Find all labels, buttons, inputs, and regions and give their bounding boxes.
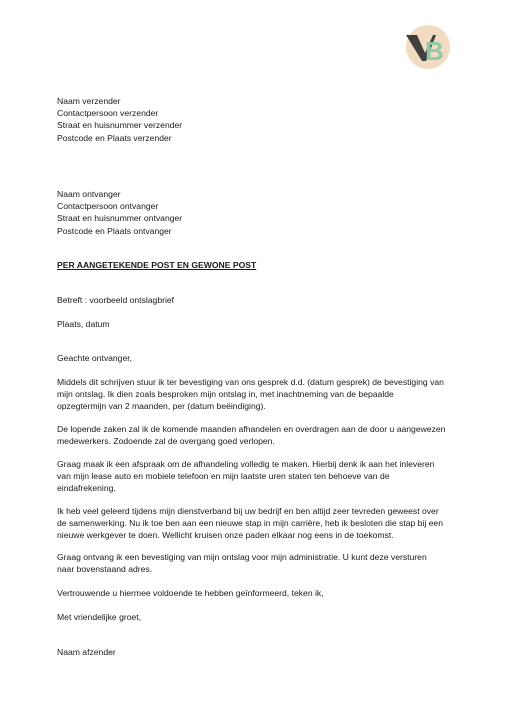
body-paragraph-4 [57, 505, 462, 542]
paragraph-line: Graag ontvang ik een bevestiging van mijn ontslag voor mijn administratie. U kunt deze versturen [57, 552, 427, 562]
recipient-address [57, 188, 457, 237]
delivery-method-heading: PER AANGETEKENDE POST EN GEWONE POST [57, 260, 257, 270]
paragraph-line: medewerkers. Zodoende zal de overgang goed verlopen. [57, 436, 275, 447]
paragraph-line: mijn ontslag. Ik dien zoals besproken mijn ontslag in, met inachtneming van de bepaalde [57, 389, 394, 400]
paragraph-line: Ik heb veel geleerd tijdens mijn dienstverband bij uw bedrijf en ben altijd zeer tevreden geweest over [57, 506, 439, 516]
paragraph-line: Graag maak ik een afspraak om de afhandeling volledig te maken. Hierbij denk ik aan het inleveren [57, 459, 435, 469]
body-paragraph-3 [57, 458, 462, 495]
sender-postcode-city: Postcode en Plaats verzender [57, 132, 172, 143]
paragraph-line: de samenwerking. Nu ik toe ben aan een nieuwe stap in mijn carrière, heb ik besloten die stap bij een [57, 518, 443, 529]
svg-text:B: B [425, 36, 444, 66]
closing-line: Vertrouwende u hiermee voldoende te hebben geïnformeerd, teken ik, [57, 588, 324, 598]
salutation: Geachte ontvanger, [57, 353, 133, 363]
recipient-name: Naam ontvanger [57, 189, 121, 199]
sender-street: Straat en huisnummer verzender [57, 120, 183, 131]
paragraph-line: Middels dit schrijven stuur ik ter bevestiging van ons gesprek d.d. (datum gesprek) de bevestiging van [57, 377, 444, 387]
paragraph-line: nieuwe werkgever te doen. Wellicht kruisen onze paden elkaar nog eens in de toekomst. [57, 530, 394, 541]
recipient-contact: Contactpersoon ontvanger [57, 201, 159, 212]
paragraph-line: van mijn lease auto en mobiele telefoon en mijn laatste uren staten ten behoeve van de [57, 471, 390, 482]
recipient-street: Straat en huisnummer ontvanger [57, 213, 183, 224]
body-paragraph-1 [57, 376, 462, 413]
paragraph-line: naar bovenstaand adres. [57, 564, 153, 575]
body-paragraph-2 [57, 423, 462, 447]
paragraph-line: De lopende zaken zal ik de komende maanden afhandelen en overdragen aan de door u aangewezen [57, 424, 446, 434]
paragraph-line: opzegtermijn van 2 maanden, per (datum beëindiging). [57, 401, 266, 412]
vb-logo-icon [402, 23, 452, 71]
recipient-postcode-city: Postcode en Plaats ontvanger [57, 225, 172, 236]
sender-name: Naam verzender [57, 96, 121, 106]
paragraph-line: eindafrekening. [57, 483, 116, 494]
sender-address [57, 95, 457, 144]
place-date-line: Plaats, datum [57, 319, 110, 329]
sender-contact: Contactpersoon verzender [57, 108, 159, 119]
greeting: Met vriendelijke groet, [57, 612, 142, 622]
subject-line: Betreft : voorbeeld ontslagbrief [57, 295, 175, 305]
body-paragraph-5 [57, 551, 462, 575]
signature-name: Naam afzender [57, 647, 116, 657]
